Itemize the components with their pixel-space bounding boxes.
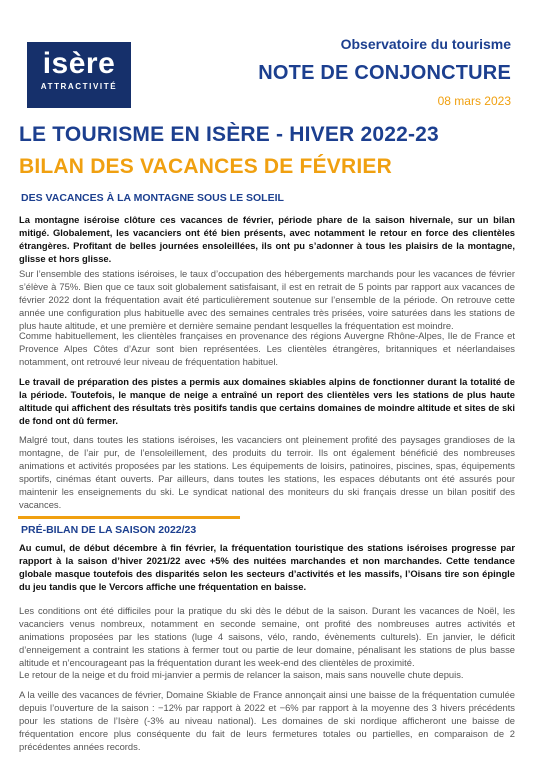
logo-subtitle: ATTRACTIVITÉ <box>40 82 118 91</box>
section1-activities-paragraph: Malgré tout, dans toutes les stations iséroises, les vacanciers ont pleinement profité des paysages grandioses de la montagne, de l’air pur, de l’ensoleillement, des produits du terroir. Ils ont également bénéficié des nombreuses animations et activités proposées par les stations. Les équipements de loisirs, patinoires, piscines, spas, équipements sportifs, cinémas étant ouverts. Par ailleurs, dans toutes les stations, les espaces débutants ont été assurés pour maintenir les enseignements du ski. Le syndicat national des moniteurs du ski français dresse un bilan positif des vacances. <box>19 434 515 510</box>
section-heading-mountain-holidays: DES VACANCES À LA MONTAGNE SOUS LE SOLEIL <box>21 192 284 204</box>
section-heading-season-pre-assessment: PRÉ-BILAN DE LA SAISON 2022/23 <box>21 524 197 536</box>
observatory-label: Observatoire du tourisme <box>340 36 511 52</box>
section2-conditions-paragraph: Les conditions ont été difficiles pour la pratique du ski dès le début de la saison. Durant les vacances de Noël, les vacanciers venus nombreux, notamment en seconde semaine, ont profité des nombreuses autres activités et animations proposées par les stations (luge 4 saisons, vélo, rando, évènements culturels). En janvier, le déficit d’enneigement a contraint les stations à fermer tout ou partie de leur domaine, pénalisant les stations de plus basse altitude et n’encourageant pas la fréquentation durant les week-end des clientèles de proximité. <box>19 605 515 668</box>
section1-slopes-paragraph: Le travail de préparation des pistes a permis aux domaines skiables alpins de fonctionner durant la totalité de la période. Toutefois, le manque de neige a entraîné un report des clientèles vers les stations de plus haute altitude qui affichent des résultats très positifs tandis que certains domaines de moindre altitude et sites de ski de fond ont dû fermer. <box>19 376 515 426</box>
section1-occupancy-paragraph: Sur l’ensemble des stations iséroises, le taux d’occupation des hébergements marchands pour les vacances de février s’élève à 75%. Bien que ce taux soit globalement satisfaisant, il est en retrait de 5 points par rapport aux vacances de février 2022 dont la fréquentation avait été particulièrement soutenue sur l’ensemble de la période. On retrouve cette année une configuration plus habituelle avec des semaines centrales très prisées, voire saturées dans les stations de plus haute altitude, et une première et dernière semaine pendant lesquelles la fréquentation est moindre. <box>19 268 515 331</box>
isere-attractivite-logo <box>27 42 131 108</box>
section2-dsf-paragraph: A la veille des vacances de février, Domaine Skiable de France annonçait ainsi une baisse de la fréquentation cumulée depuis l’ouverture de la saison : −12% par rapport à 2022 et −6% par rapport à la moyenne des 3 hivers précédents pour les stations de l’Isère (-3% au niveau national). Les domaines de ski nordique afficheront une baisse de fréquentation encore plus conséquente du fait de leurs fermetures totales ou partielles, en comparaison de 2 précédentes années records. <box>19 689 515 752</box>
publication-date: 08 mars 2023 <box>437 94 511 108</box>
main-subtitle: BILAN DES VACANCES DE FÉVRIER <box>19 155 392 178</box>
note-title: NOTE DE CONJONCTURE <box>258 62 511 84</box>
section2-snow-return-paragraph: Le retour de la neige et du froid mi-janvier a permis de relancer la saison, mais sans nouvelle chute depuis. <box>19 669 464 680</box>
section1-clientele-paragraph: Comme habituellement, les clientèles françaises en provenance des régions Auvergne Rhône-Alpes, Ile de France et Provence Alpes Côtes d’Azur sont bien représentées. Les clientèles étrangères, britanniques et néerlandaises notamment, ont retrouvé leur niveau de fréquentation habituel. <box>19 330 515 367</box>
logo-wordmark: isère <box>42 47 116 80</box>
section2-summary-paragraph: Au cumul, de début décembre à fin février, la fréquentation touristique des stations iséroises progresse par rapport à la saison d’hiver 2021/22 avec +5% des nuitées marchandes et non marchandes. Cette tendance globale masque toutefois des disparités selon les secteurs d’activités et les massifs, l’Oisans tire son épingle du jeu tandis que le Vercors affiche une fréquentation en baisse. <box>19 542 515 592</box>
section-divider <box>18 516 240 519</box>
section1-intro-paragraph: La montagne iséroise clôture ces vacances de février, période phare de la saison hivernale, sur un bilan mitigé. Globalement, les vacanciers ont été bien présents, avec notamment le retour en force des clientèles étrangères. Profitant de belles journées ensoleillées, ils ont pu s’adonner à tous les plaisirs de la montagne, glisse et hors glisse. <box>19 214 515 264</box>
main-title: LE TOURISME EN ISÈRE - HIVER 2022-23 <box>19 123 439 146</box>
